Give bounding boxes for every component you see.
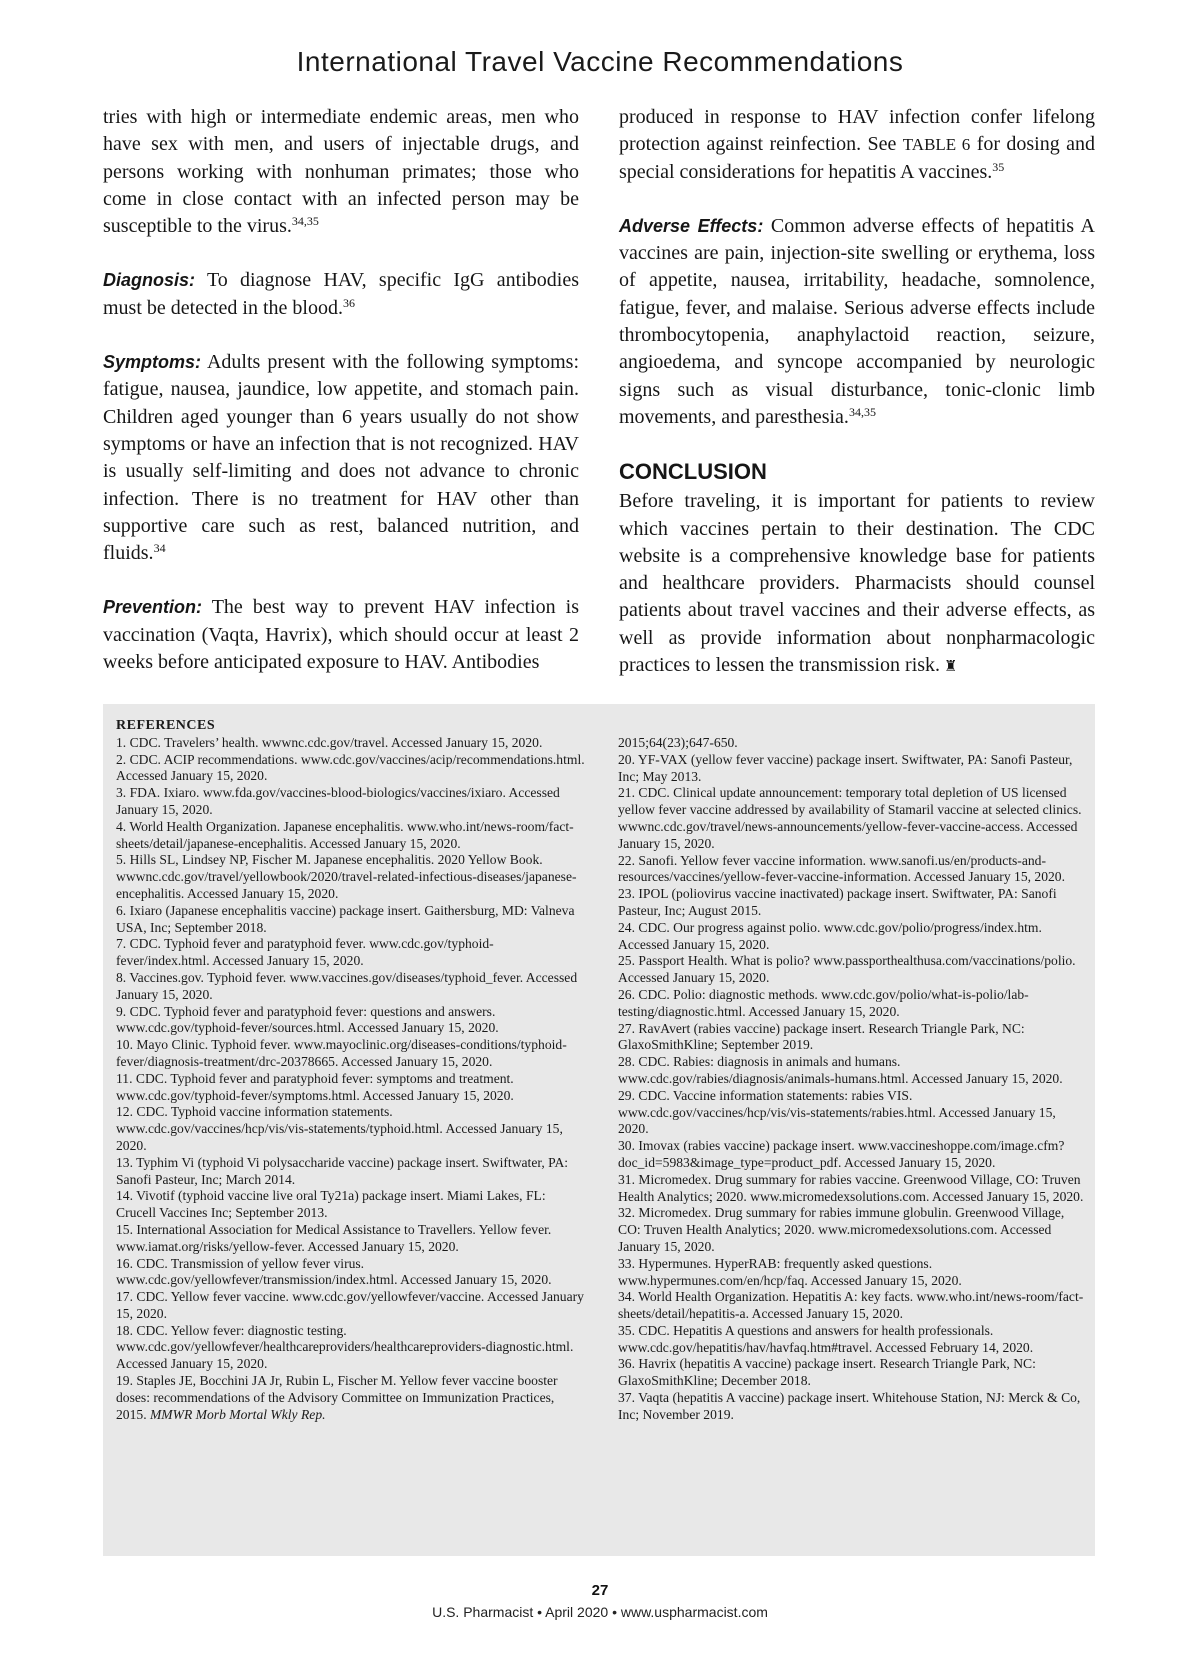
reference-item: 6. Ixiaro (Japanese encephalitis vaccine) package insert. Gaithersburg, MD: Valneva USA, Inc; September 2018. [116,902,575,935]
reference-item: 14. Vivotif (typhoid vaccine live oral Ty21a) package insert. Miami Lakes, FL: Crucell Vaccines Inc; September 2013. [116,1188,546,1221]
conclusion-heading: CONCLUSION [619,459,767,485]
reference-item: 15. International Association for Medical Assistance to Travellers. Yellow fever. www.iamat.org/risks/yellow-fever. Accessed January 15, 2020. [116,1221,552,1254]
reference-item: 17. CDC. Yellow fever vaccine. www.cdc.gov/yellowfever/vaccine. Accessed January 15, 2020. [116,1289,584,1321]
reference-item: 31. Micromedex. Drug summary for rabies vaccine. Greenwood Village, CO: Truven Health Analytics; 2020. www.micromedexsolutions.com. Accessed January 15, 2020. [618,1171,1084,1204]
citation: 34,35 [291,214,319,229]
intro-text: tries with high or intermediate endemic areas, men who have sex with men, and users of injectable drugs, and persons working with nonhuman primates; those who come in close contact with an infected person may be susceptible to the virus. [103,106,579,238]
reference-item: 27. RavAvert (rabies vaccine) package insert. Research Triangle Park, NC: GlaxoSmithKline; September 2019. [618,1020,1025,1053]
symptoms-paragraph [103,349,579,567]
reference-item: 9. CDC. Typhoid fever and paratyphoid fever: questions and answers. www.cdc.gov/typhoid-fever/sources.html. Accessed January 15, 2020. [116,1003,499,1036]
symptoms-label: Symptoms: [103,352,202,373]
reference-item: 28. CDC. Rabies: diagnosis in animals and humans. www.cdc.gov/rabies/diagnosis/animals-humans.html. Accessed January 15, 2020. [618,1054,1063,1086]
references-box [103,704,1095,1556]
references-left-column [116,718,586,1423]
conclusion-text: Before traveling, it is important for patients to review which vaccines pertain to their destination. The CDC website is a comprehensive knowledge base for patients and healthcare providers. Pharmacists should counsel patients about travel vaccines and their adverse effects, as well as provide information about nonpharmacologic practices to lessen the transmission risk. [619,490,1095,677]
prevention-text: The best way to prevent HAV infection is vaccination (Vaqta, Havrix), which should occur at least 2 weeks before anticipated exposure to HAV. Antibodies [103,596,579,674]
reference-item: 4. World Health Organization. Japanese encephalitis. www.who.int/news-room/fact-sheets/detail/japanese-encephalitis. Accessed January 15, 2020. [116,818,574,851]
citation: 36 [342,295,355,310]
reference-item: 36. Havrix (hepatitis A vaccine) package insert. Research Triangle Park, NC: GlaxoSmithKline; December 2018. [618,1356,1036,1389]
prevention-paragraph [103,594,579,676]
continuation-paragraph [619,104,1095,186]
reference-item: 16. CDC. Transmission of yellow fever virus. www.cdc.gov/yellowfever/transmission/index.html. Accessed January 15, 2020. [116,1255,552,1288]
reference-item: 33. Hypermunes. HyperRAB: frequently asked questions. www.hypermunes.com/en/hcp/faq. Accessed January 15, 2020. [618,1255,962,1288]
reference-item: 10. Mayo Clinic. Typhoid fever. www.mayoclinic.org/diseases-conditions/typhoid-fever/diagnosis-treatment/drc-20378665. Accessed January 15, 2020. [116,1037,567,1069]
reference-item: 37. Vaqta (hepatitis A vaccine) package insert. Whitehouse Station, NJ: Merck & Co, Inc; November 2019. [618,1390,1081,1422]
continuation-text-post: for dosing and special considerations for hepatitis A vaccines. [619,133,1095,183]
page-header-title: International Travel Vaccine Recommendations [296,46,904,77]
reference-item: 12. CDC. Typhoid vaccine information statements. www.cdc.gov/vaccines/hcp/vis/vis-statements/typhoid.html. Accessed January 15, 2020. [116,1104,563,1153]
article-left-column [103,104,579,703]
reference-item: 7. CDC. Typhoid fever and paratyphoid fever. www.cdc.gov/typhoid-fever/index.html. Accessed January 15, 2020. [116,936,494,969]
reference-item: 5. Hills SL, Lindsey NP, Fischer M. Japanese encephalitis. 2020 Yellow Book. wwwnc.cdc.gov/travel/yellowbook/2020/travel-related-infectious-diseases/japanese-encephalitis. Accessed January 15, 2020. [116,852,577,901]
page-number: 27 [591,1582,609,1599]
article-right-column [619,104,1095,708]
reference-item: 30. Imovax (rabies vaccine) package insert. www.vaccineshoppe.com/image.cfm?doc_id=5983&image_type=product_pdf. Accessed January 15, 2020. [618,1138,1065,1170]
reference-journal: MMWR Morb Mortal Wkly Rep. [149,1406,326,1422]
references-right-column [618,735,1088,1424]
reference-item: 22. Sanofi. Yellow fever vaccine information. www.sanofi.us/en/products-and-resources/vaccines/yellow-fever-vaccine-information. Accessed January 15, 2020. [618,852,1066,885]
diagnosis-label: Diagnosis: [103,270,196,291]
continuation-text-pre: produced in response to HAV infection confer lifelong protection against reinfection. See [619,106,1095,156]
reference-item: 35. CDC. Hepatitis A questions and answers for health professionals. www.cdc.gov/hepatitis/hav/havfaq.htm#travel. Accessed February 14, 2020. [618,1322,1034,1355]
adverse-effects-text: Common adverse effects of hepatitis A vaccines are pain, injection-site swelling or erythema, loss of appetite, nausea, irritability, headache, somnolence, fatigue, fever, and malaise. Serious adverse effects include thrombocytopenia, anaphylactoid reaction, seizure, angioedema, and syncope accompanied by neurologic signs such as visual disturbance, tonic-clonic limb movements, and paresthesia. [619,214,1095,428]
reference-item: 25. Passport Health. What is polio? www.passporthealthusa.com/vaccinations/polio. Accessed January 15, 2020. [618,953,1076,986]
reference-item: 24. CDC. Our progress against polio. www.cdc.gov/polio/progress/index.htm. Accessed January 15, 2020. [618,919,1042,952]
reference-item: 1. CDC. Travelers’ health. wwwnc.cdc.gov/travel. Accessed January 15, 2020. [116,734,543,750]
reference-item: 18. CDC. Yellow fever: diagnostic testing. www.cdc.gov/yellowfever/healthcareproviders/healthcareproviders-diagnostic.html. Accessed January 15, 2020. [116,1322,574,1372]
symptoms-text: Adults present with the following symptoms: fatigue, nausea, jaundice, low appetite, and stomach pain. Children aged younger than 6 years usually do not show symptoms or have an infection that is not recognized. HAV is usually self-limiting and does not advance to chronic infection. There is no treatment for HAV other than supportive care such as rest, balanced nutrition, and fluids. [103,351,579,565]
table-reference-link[interactable]: TABLE 6 [902,135,971,155]
reference-item [116,1373,586,1423]
reference-item: 23. IPOL (poliovirus vaccine inactivated) package insert. Swiftwater, PA: Sanofi Pasteur, Inc; August 2015. [618,886,1057,918]
adverse-effects-label: Adverse Effects: [619,215,764,236]
end-of-article-icon: ♜ [944,659,958,676]
citation: 34,35 [848,404,876,419]
reference-item: 29. CDC. Vaccine information statements: rabies VIS. www.cdc.gov/vaccines/hcp/vis/vis-statements/rabies.html. Accessed January 15, 2020. [618,1087,1056,1137]
reference-item: 34. World Health Organization. Hepatitis A: key facts. www.who.int/news-room/fact-sheets/detail/hepatitis-a. Accessed January 15, 2020. [618,1289,1084,1322]
reference-item: 2. CDC. ACIP recommendations. www.cdc.gov/vaccines/acip/recommendations.html. Accessed January 15, 2020. [116,751,585,784]
reference-item: 8. Vaccines.gov. Typhoid fever. www.vaccines.gov/diseases/typhoid_fever. Accessed January 15, 2020. [116,969,578,1002]
reference-item: 26. CDC. Polio: diagnostic methods. www.cdc.gov/polio/what-is-polio/lab-testing/diagnostic.html. Accessed January 15, 2020. [618,986,1029,1019]
references-title: REFERENCES [116,718,216,733]
intro-paragraph [103,104,579,240]
adverse-effects-paragraph [619,213,1095,431]
footer-publication: U.S. Pharmacist • April 2020 • www.uspharmacist.com [432,1604,768,1620]
citation: 35 [992,159,1005,174]
reference-item: 32. Micromedex. Drug summary for rabies immune globulin. Greenwood Village, CO: Truven Health Analytics; 2020. www.micromedexsolutions.com. Accessed January 15, 2020. [618,1205,1065,1254]
diagnosis-paragraph [103,267,579,322]
reference-item: 3. FDA. Ixiaro. www.fda.gov/vaccines-blood-biologics/vaccines/ixiaro. Accessed January 15, 2020. [116,785,560,817]
prevention-label: Prevention: [103,597,203,618]
conclusion-paragraph [619,488,1095,681]
reference-item: 2015;64(23);647-650. [618,735,738,750]
citation: 34 [153,541,166,556]
reference-item: 21. CDC. Clinical update announcement: temporary total depletion of US licensed yellow fever vaccine addressed by availability of Stamaril vaccine at selected clinics. wwwnc.cdc.gov/travel/news-announcements/yellow-fever-vaccine-access. Accessed January 15, 2020. [618,785,1082,851]
reference-text: 19. Staples JE, Bocchini JA Jr, Rubin L, Fischer M. Yellow fever vaccine booster doses: recommendations of the Advisory Committee on Immunization Practices, 2015. [116,1373,558,1422]
reference-item: 20. YF-VAX (yellow fever vaccine) package insert. Swiftwater, PA: Sanofi Pasteur, Inc; May 2013. [618,751,1073,784]
diagnosis-text: To diagnose HAV, specific IgG antibodies must be detected in the blood. [103,269,579,319]
reference-item: 11. CDC. Typhoid fever and paratyphoid fever: symptoms and treatment. www.cdc.gov/typhoid-fever/symptoms.html. Accessed January 15, 2020. [116,1070,514,1103]
reference-item: 13. Typhim Vi (typhoid Vi polysaccharide vaccine) package insert. Swiftwater, PA: Sanofi Pasteur, Inc; March 2014. [116,1154,569,1187]
